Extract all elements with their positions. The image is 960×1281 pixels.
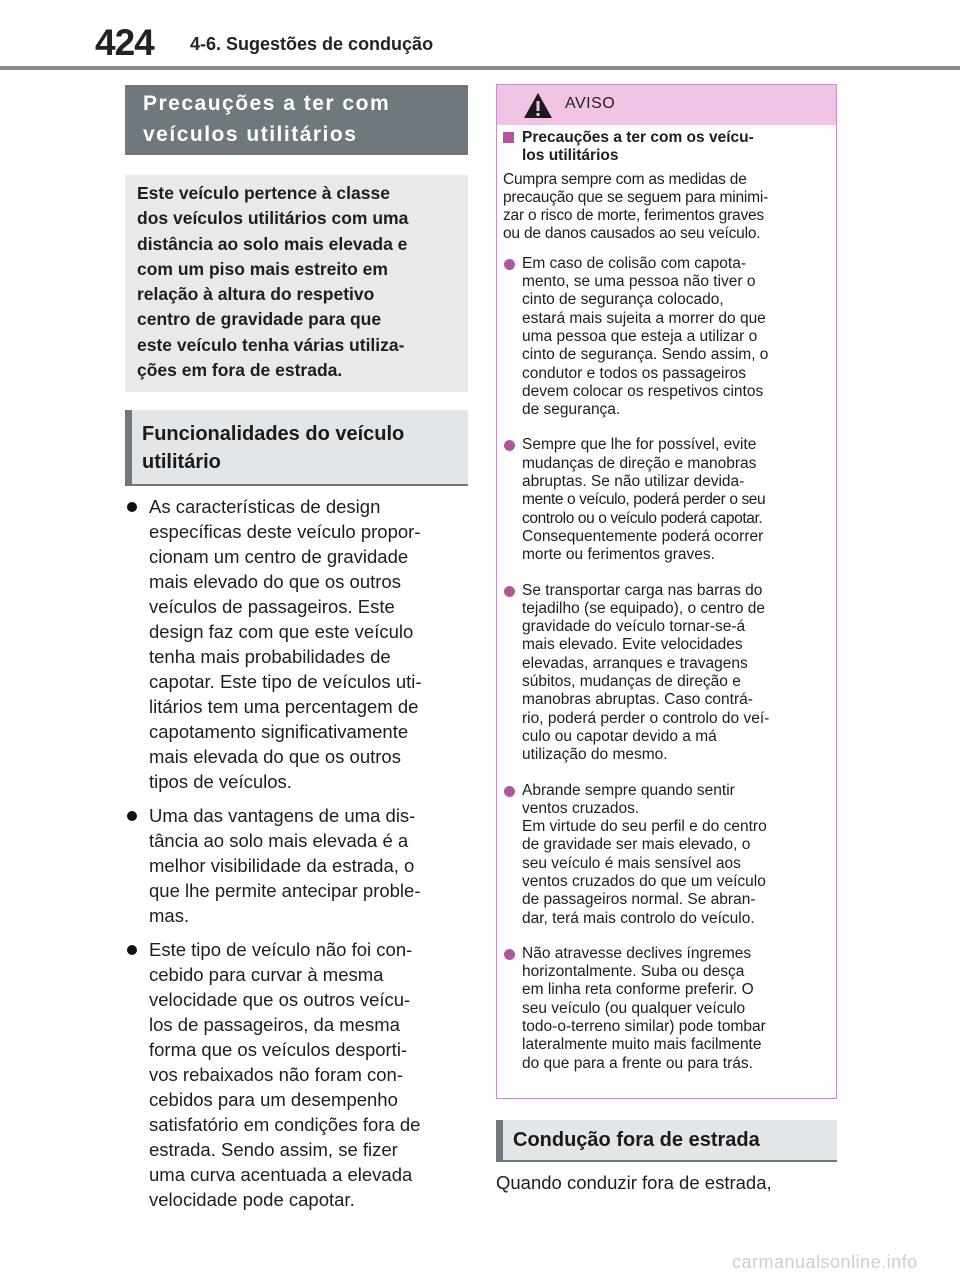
warning-item (503, 782, 824, 928)
text-line: velocidade pode capotar. (149, 1189, 355, 1210)
text-line: precaução que se seguem para minimi- (503, 188, 769, 206)
text-line: abruptas. Se não utilizar devida- (522, 473, 745, 491)
text-line: manobras abruptas. Caso contrá- (522, 691, 753, 709)
text-line: los utilitários (522, 147, 619, 165)
text-line: estará mais sujeita a morrer do que (522, 309, 766, 327)
chapter-title: 4-6. Sugestões de condução (190, 34, 434, 54)
subsection-heading-line: Funcionalidades do veículo (142, 423, 405, 445)
text-line: Sempre que lhe for possível, evite (522, 436, 757, 454)
watermark: carmanualsonline.info (732, 1252, 918, 1272)
text-line: culo ou capotar devido a má (522, 727, 717, 745)
warning-body (497, 125, 836, 1073)
text-line: tenha mais probabilidades de (149, 646, 391, 667)
text-line: Em virtude do seu perfil e do centro (522, 818, 767, 836)
text-line: elevadas, arranques e travagens (522, 654, 748, 672)
text-line: forma que os veículos desporti- (149, 1039, 408, 1060)
text-line: súbitos, mudanças de direção e (522, 673, 741, 691)
text-line: Abrande sempre quando sentir (522, 781, 735, 799)
warning-item (503, 436, 824, 564)
offroad-paragraph: Quando conduzir fora de estrada, (496, 1172, 772, 1193)
text-line: de gravidade ser mais elevado, o (522, 836, 751, 854)
text-line: cebido para curvar à mesma (149, 964, 384, 985)
intro-box (125, 175, 468, 392)
text-line: morte ou ferimentos graves. (522, 546, 715, 564)
text-line: tipos de veículos. (149, 771, 292, 792)
text-line: mas. (149, 905, 190, 926)
text-line: uma pessoa que esteja a utilizar o (522, 327, 758, 345)
warning-header (497, 85, 836, 125)
text-line: que lhe permite antecipar proble- (149, 880, 421, 901)
intro-line: dos veículos utilitários com uma (137, 208, 409, 229)
section-title-line: veículos utilitários (143, 123, 358, 146)
text-line: cinto de segurança. Sendo assim, o (522, 346, 769, 364)
intro-line: ções em fora de estrada. (137, 360, 343, 381)
intro-line: com um piso mais estreito em (137, 258, 388, 279)
text-line: litários tem uma percentagem de (149, 696, 419, 717)
text-line: condutor e todos os passageiros (522, 364, 747, 382)
bullet-list (127, 494, 472, 1221)
intro-line: distância ao solo mais elevada e (137, 233, 408, 254)
text-line: vos rebaixados não foram con- (149, 1064, 403, 1085)
warning-item (503, 945, 824, 1073)
text-line: cionam um centro de gravidade (149, 546, 409, 567)
section-title-box (125, 85, 468, 155)
text-line: tância ao solo mais elevada é a (149, 830, 409, 851)
circle-bullet-icon (504, 259, 515, 270)
text-line: veículos de passageiros. Este (149, 596, 395, 617)
text-line: seu veículo é mais sensível aos (522, 854, 741, 872)
text-line: todo-o-terreno similar) pode tombar (522, 1018, 766, 1036)
warning-item (503, 255, 824, 420)
text-line: utilização do mesmo. (522, 746, 668, 764)
text-line: de passageiros normal. Se abran- (522, 891, 756, 909)
text-line: horizontalmente. Suba ou desça (522, 963, 745, 981)
text-line: satisfatório em condições fora de (149, 1114, 421, 1135)
subsection-heading (125, 410, 468, 486)
square-bullet-icon (503, 132, 514, 143)
circle-bullet-icon (504, 949, 515, 960)
text-line: seu veículo (ou qualquer veículo (522, 999, 746, 1017)
text-line: los de passageiros, da mesma (149, 1014, 400, 1035)
text-line: design faz com que este veículo (149, 621, 414, 642)
text-line: controlo ou o veículo poderá capotar. (522, 509, 763, 527)
text-line: específicas deste veículo propor- (149, 521, 421, 542)
list-item (127, 494, 472, 794)
list-item (127, 803, 472, 928)
text-line: capotar. Este tipo de veículos uti- (149, 671, 422, 692)
text-line: ventos cruzados. (522, 799, 640, 817)
subsection-heading-line: utilitário (142, 451, 221, 473)
text-line: As características de design (149, 496, 381, 517)
text-line: mudanças de direção e manobras (522, 454, 757, 472)
text-line: mais elevado. Evite velocidades (522, 636, 743, 654)
text-line: Este tipo de veículo não foi con- (149, 939, 413, 960)
bullet-icon (127, 945, 137, 955)
offroad-heading-text: Condução fora de estrada (513, 1129, 760, 1151)
warning-box (496, 84, 837, 1099)
text-line: Em caso de colisão com capota- (522, 254, 746, 272)
text-line: mento, se uma pessoa não tiver o (522, 273, 756, 291)
warning-item (503, 582, 824, 765)
text-line: mente o veículo, poderá perder o seu (522, 491, 766, 509)
text-line: mais elevado do que os outros (149, 571, 401, 592)
text-line: de segurança. (522, 401, 621, 419)
circle-bullet-icon (504, 440, 515, 451)
text-line: Precauções a ter com os veícu- (522, 129, 754, 146)
text-line: Cumpra sempre com as medidas de (503, 170, 747, 188)
text-line: em linha reta conforme preferir. O (522, 981, 754, 999)
circle-bullet-icon (504, 586, 515, 597)
bullet-icon (127, 502, 137, 512)
text-line: Não atravesse declives íngremes (522, 944, 752, 962)
text-line: do que para a frente ou para trás. (522, 1054, 753, 1072)
text-line: lateralmente muito mais facilmente (522, 1036, 762, 1054)
text-line: Uma das vantagens de uma dis- (149, 805, 416, 826)
text-line: gravidade do veículo tornar-se-á (522, 618, 746, 636)
page-number: 424 (95, 22, 154, 63)
header-divider (0, 66, 960, 70)
warning-label: AVISO (565, 95, 616, 112)
text-line: dar, terá mais controlo do veículo. (522, 909, 755, 927)
text-line: Consequentemente poderá ocorrer (522, 527, 764, 545)
warning-triangle-icon (523, 92, 553, 119)
text-line: cinto de segurança colocado, (522, 291, 724, 309)
intro-line: relação à altura do respetivo (137, 284, 375, 305)
text-line: velocidade que os outros veícu- (149, 989, 411, 1010)
text-line: capotamento significativamente (149, 721, 409, 742)
text-line: melhor visibilidade da estrada, o (149, 855, 415, 876)
intro-line: Este veículo pertence à classe (137, 183, 390, 203)
text-line: ou de danos causados ao seu veículo. (503, 225, 761, 243)
offroad-heading (496, 1120, 837, 1162)
bullet-icon (127, 811, 137, 821)
section-title-line: Precauções a ter com (143, 92, 391, 115)
warning-subtitle (503, 129, 824, 166)
text-line: tejadilho (se equipado), o centro de (522, 599, 765, 617)
text-line: devem colocar os respetivos cintos (522, 382, 764, 400)
warning-intro (503, 171, 824, 244)
text-line: zar o risco de morte, ferimentos graves (503, 207, 764, 225)
text-line: mais elevada do que os outros (149, 746, 401, 767)
circle-bullet-icon (504, 786, 515, 797)
text-line: rio, poderá perder o controlo do veí- (522, 709, 770, 727)
text-line: cebidos para um desempenho (149, 1089, 398, 1110)
text-line: estrada. Sendo assim, se fizer (149, 1139, 398, 1160)
page-header (0, 0, 960, 70)
intro-line: este veículo tenha várias utiliza- (137, 334, 405, 355)
intro-line: centro de gravidade para que (137, 309, 382, 330)
text-line: Se transportar carga nas barras do (522, 581, 763, 599)
text-line: ventos cruzados do que um veículo (522, 872, 766, 890)
list-item (127, 937, 472, 1212)
text-line: uma curva acentuada a elevada (149, 1164, 413, 1185)
